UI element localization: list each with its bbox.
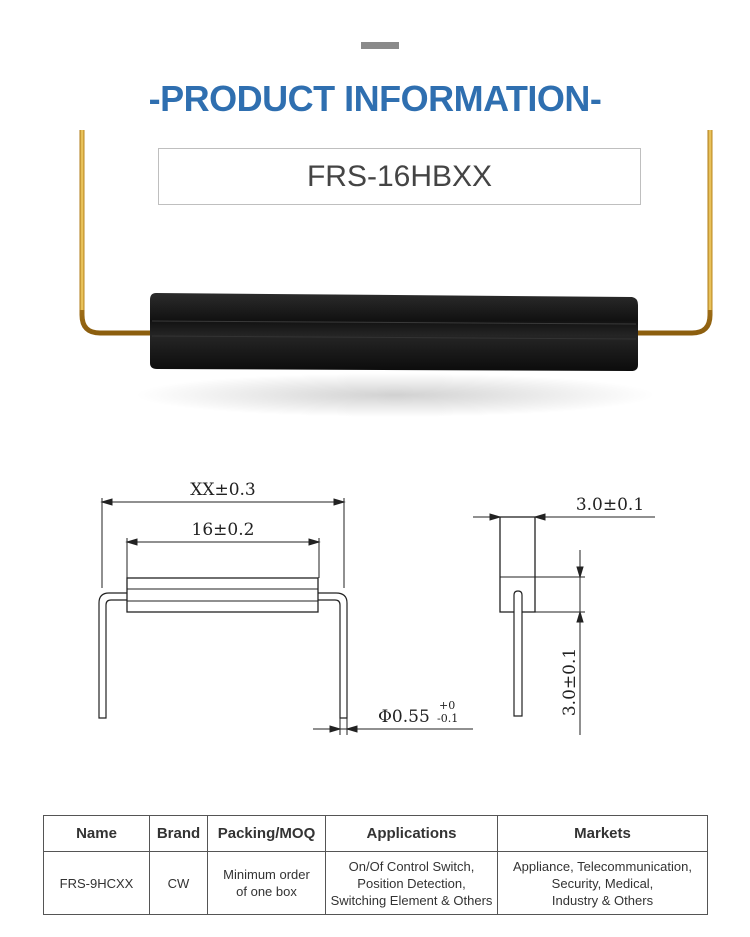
reed-switch-product-image (70, 125, 730, 425)
dim-body-length: 16±0.2 (191, 520, 255, 540)
markets-line: Appliance, Telecommunication, (513, 858, 692, 874)
dim-body-width: 3.0±0.1 (575, 495, 645, 515)
drawing-body-side (127, 578, 318, 612)
header-applications: Applications (326, 816, 498, 852)
model-label: FRS-16HBXX (158, 148, 641, 205)
applications-line: Switching Element & Others (330, 892, 493, 908)
product-shadow (135, 373, 655, 417)
right-lead (630, 130, 710, 333)
cell-applications (326, 852, 498, 915)
left-lead (82, 130, 160, 333)
drawing-right-lead (318, 593, 347, 718)
packing-line: of one box (236, 884, 297, 899)
applications-line: On/Of Control Switch, (348, 858, 475, 874)
packing-line: Minimum order (223, 867, 310, 882)
switch-body (150, 293, 638, 371)
markets-line: Security, Medical, (551, 875, 654, 891)
dim-overall-length: XX±0.3 (190, 480, 256, 500)
table-row (44, 852, 708, 915)
dim-wire-tol-lower: -0.1 (437, 712, 459, 725)
markets-line: Industry & Others (551, 892, 654, 908)
header-packing: Packing/MOQ (208, 816, 326, 852)
header-name: Name (44, 816, 150, 852)
cell-markets (498, 852, 708, 915)
dim-wire-tol-upper: +0 (439, 699, 456, 712)
cell-packing (208, 852, 326, 915)
spec-table (43, 815, 708, 915)
technical-drawing (0, 460, 750, 760)
page-title: -PRODUCT INFORMATION- (148, 78, 602, 119)
table-header-row (44, 816, 708, 852)
dim-body-height: 3.0±0.1 (560, 647, 580, 717)
cell-name: FRS-9HCXX (44, 852, 150, 915)
header-brand: Brand (150, 816, 208, 852)
top-divider (361, 42, 399, 49)
applications-line: Position Detection, (357, 875, 466, 891)
dim-wire-diameter: Φ0.55 (378, 707, 430, 727)
drawing-left-lead (99, 593, 127, 718)
header-markets: Markets (498, 816, 708, 852)
cell-brand: CW (150, 852, 208, 915)
